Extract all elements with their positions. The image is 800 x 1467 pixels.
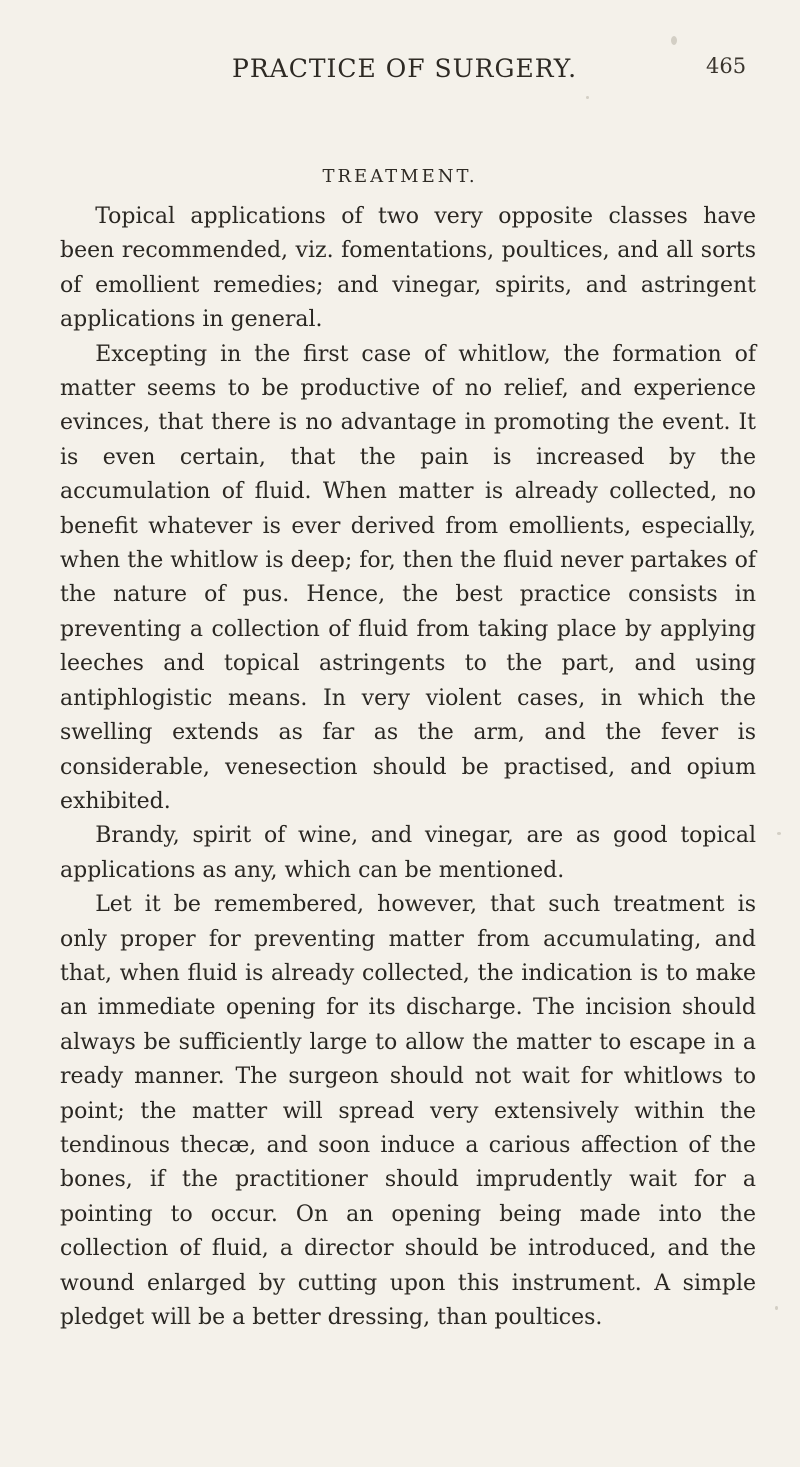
body-text — [60, 200, 756, 1335]
running-head: PRACTICE OF SURGERY. — [232, 54, 578, 83]
section-heading: TREATMENT. — [322, 166, 478, 187]
page-number: 465 — [706, 54, 747, 78]
paragraph-incision: Let it be remembered, however, that such treatment is only proper for preventing matter from accumulating, and that, when fluid is already collected, the indication is to make an immediate opening for its discharge. The incision should always be sufficiently large to allow the matter to escape in a ready manner. The surgeon should not wait for whitlows to point; the matter will spread very extensively within the tendinous thecæ, and soon induce a carious affection of the bones, if the practitioner should imprudently wait for a pointing to occur. On an opening being made into the collection of fluid, a director should be introduced, and the wound enlarged by cutting upon this instrument. A simple pledget will be a better dressing, than poultices. — [60, 892, 756, 1330]
paper-speck — [586, 96, 589, 99]
paper-speck — [671, 36, 677, 45]
paper-speck — [777, 832, 781, 835]
paragraph-formation-of-matter: Excepting in the first case of whitlow, the formation of matter seems to be productive of no relief, and experience evinces, that there is no advantage in promoting the event. It is even certain, that the pain is increased by the accumulation of fluid. When matter is already collected, no benefit whatever is ever derived from emollients, especially, when the whitlow is deep; for, then the fluid never partakes of the nature of pus. Hence, the best practice consists in preventing a collection of fluid from taking place by applying leeches and topical astringents to the part, and using antiphlogistic means. In very violent cases, in which the swelling extends as far as the arm, and the fever is considerable, venesection should be practised, and opium exhibited. — [60, 341, 756, 814]
paper-speck — [775, 1306, 778, 1310]
page-header — [0, 42, 800, 82]
paragraph-brandy: Brandy, spirit of wine, and vinegar, are as good topical applications as any, which can be mentioned. — [60, 823, 756, 883]
paragraph-topical-applications: Topical applications of two very opposite classes have been recommended, viz. fomentations, poultices, and all sorts of emollient remedies; and vinegar, spirits, and astringent applications in general. — [60, 204, 756, 333]
